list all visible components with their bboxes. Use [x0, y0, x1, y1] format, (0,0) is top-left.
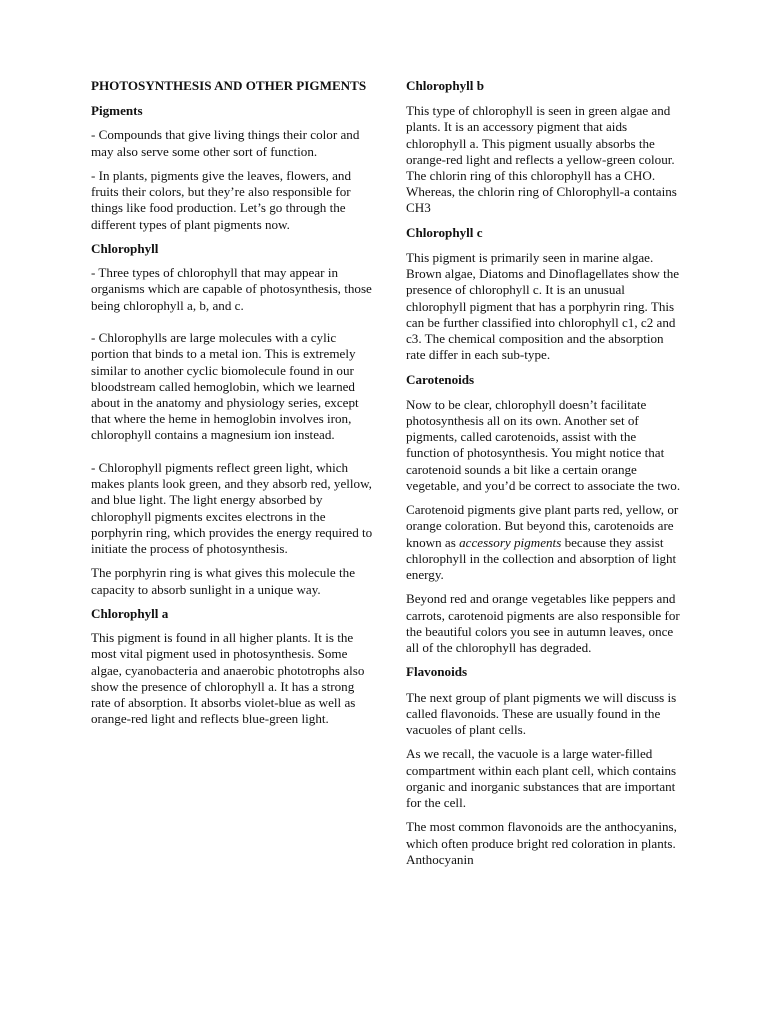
paragraph: The next group of plant pigments we will discuss is called flavonoids. These are usually found in the vacuoles of plant cells. — [406, 689, 677, 738]
paragraph: - Three types of chlorophyll that may appear in organisms which are capable of photosynthesis, those being chlorophyll a, b, and c. — [91, 265, 372, 313]
paragraph: This pigment is primarily seen in marine algae. Brown algae, Diatoms and Dinoflagellates show the presence of chlorophyll c. It is an unusual chlorophyll pigment that has a porphyrin ring. This can be further classified into chlorophyll c1, c2 and c3. The chemical composition and the absorption rate differ in each sub-type. — [406, 250, 680, 363]
paragraph: Now to be clear, chlorophyll doesn’t facilitate photosynthesis all on its own. Another set of pigments, called carotenoids, assist with the function of photosynthesis. You might notice that carotenoid sounds a bit like a certain orange vegetable, and you’d be correct to associate the two. — [406, 396, 681, 493]
heading-pigments: Pigments — [91, 103, 143, 119]
heading-carotenoids: Carotenoids — [406, 371, 475, 387]
paragraph: This pigment is found in all higher plants. It is the most vital pigment used in photosynthesis. Some algae, cyanobacteria and anaerobic phototrophs also show the presence of chlorophyll a. It has a strong rate of absorption. It absorbs violet-blue as well as orange-red light and reflects blue-green light. — [91, 630, 365, 727]
heading-flavonoids: Flavonoids — [406, 664, 468, 680]
document-title: PHOTOSYNTHESIS AND OTHER PIGMENTS — [91, 78, 367, 93]
heading-chlorophyll-c: Chlorophyll c — [406, 224, 483, 240]
text-run: Carotenoid pigments give plant parts red, yellow, or orange coloration. But beyond this, carotenoids are known as — [406, 502, 679, 550]
emphasis-text: accessory pigments — [459, 534, 562, 550]
left-column — [91, 78, 373, 736]
paragraph: - Chlorophyll pigments reflect green light, which makes plants look green, and they absorb red, yellow, and blue light. The light energy absorbed by chlorophyll pigments excites electrons in the porphyrin ring, which provides the energy required to initiate the process of photosynthesis. — [91, 460, 373, 557]
heading-chlorophyll-b: Chlorophyll b — [406, 78, 484, 93]
paragraph: Beyond red and orange vegetables like peppers and carrots, carotenoid pigments are also responsible for the beautiful colors you see in autumn leaves, once all of the chlorophyll has degraded. — [406, 591, 680, 656]
paragraph: As we recall, the vacuole is a large water-filled compartment within each plant cell, which contains organic and inorganic substances that are important for the cell. — [406, 746, 677, 811]
heading-chlorophyll: Chlorophyll — [91, 241, 159, 256]
text-run: because they assist chlorophyll in the collection and absorption of light energy. — [406, 534, 677, 583]
paragraph: The most common flavonoids are the anthocyanins, which often produce bright red coloration in plants. Anthocyanin — [406, 819, 677, 867]
paragraph — [406, 502, 682, 583]
paragraph: The porphyrin ring is what gives this molecule the capacity to absorb sunlight in a unique way. — [91, 565, 356, 597]
heading-chlorophyll-a: Chlorophyll a — [91, 606, 169, 622]
paragraph: - Chlorophylls are large molecules with a cylic portion that binds to a metal ion. This is extremely similar to another cyclic biomolecule found in our bloodstream called hemoglobin, which we learned about in the anatomy and physiology series, except that where the heme in hemoglobin involves iron, chlorophyll contains a magnesium ion instead. — [91, 330, 359, 443]
paragraph: - Compounds that give living things their color and may also serve some other sort of function. — [91, 127, 360, 159]
right-column — [406, 78, 682, 876]
paragraph: - In plants, pigments give the leaves, flowers, and fruits their colors, but they’re also responsible for things like food production. Let’s go through the different types of plant pigments now. — [91, 168, 351, 232]
paragraph: This type of chlorophyll is seen in green algae and plants. It is an accessory pigment that aids chlorophyll a. This pigment usually absorbs the orange-red light and reflects a yellow-green colour. The chlorin ring of this chlorophyll has a CHO. Whereas, the chlorin ring of Chlorophyll-a contains CH3 — [406, 103, 677, 216]
